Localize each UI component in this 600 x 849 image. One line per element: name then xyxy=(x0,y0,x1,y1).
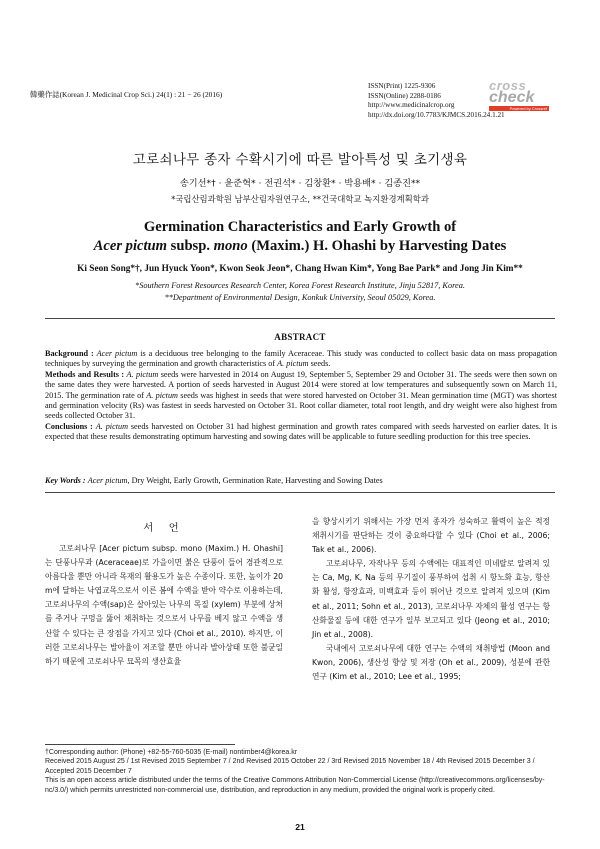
doi-link[interactable]: http://dx.doi.org/10.7783/KJMCS.2016.24.1.21 xyxy=(368,110,505,119)
crossmark-word-cross: cross xyxy=(489,78,527,93)
conclusions-label: Conclusions : xyxy=(45,421,93,431)
footnote-rule xyxy=(45,744,235,745)
abstract-background xyxy=(45,349,557,370)
abstract-bottom-rule xyxy=(45,492,555,493)
english-affiliation-1: *Southern Forest Resources Research Center, Korea Forest Research Institute, Jinju 52817, Korea. xyxy=(135,281,465,290)
english-title-line1: Germination Characteristics and Early Growth of xyxy=(143,219,457,235)
korean-affiliation: *국립산림과학원 남부산림자원연구소, **건국대학교 녹지환경계획학과 xyxy=(171,194,429,204)
species-name: A. pictum xyxy=(277,359,309,369)
title-subsp: subsp. xyxy=(167,238,214,254)
license-text: This is an open access article distributed under the terms of the Creative Commons Attribution Non-Commercial License (http://creativecommons.org/licenses/by-nc/3.0/) which permits unrestricted non-commercial use, distribution, and reproduction in any medium, provided the original work is properly cited. xyxy=(45,777,545,794)
body-column-right xyxy=(312,515,550,684)
intro-paragraph-1-cont: 을 향상시키기 위해서는 가장 먼저 종자가 성숙하고 활력이 높은 적정 채취시기를 판단하는 것이 중요하다할 수 있다 (Choi et al., 2006; Tak et al., 2006). xyxy=(312,517,550,555)
page-number: 21 xyxy=(295,822,305,832)
keywords-label: Key Words : xyxy=(45,476,86,485)
abstract-body xyxy=(45,349,557,443)
title-rest: (Maxim.) H. Ohashi by Harvesting Dates xyxy=(247,238,507,254)
footnote-block xyxy=(45,748,557,795)
section-title-introduction: 서 언 xyxy=(143,522,185,534)
keywords xyxy=(45,476,557,485)
species-name: A. pictum xyxy=(95,421,128,431)
intro-paragraph-2: 고로쇠나무, 자작나무 등의 수액에는 대표적인 미네랄로 알려져 있는 Ca, Mg, K, Na 등의 무기질이 풍부하여 섭취 시 항노화 효능, 항산화 활성, 항장효과, 미백효과 등이 뛰어난 것으로 알려져 있으며 (Kim et al., 2011; Sohn et al., 2013), 고로쇠나무 자체의 활성 연구는 항산화물질 등에 대한 연구가 일부 보고되고 있다 (Jeong et al., 2010; Jin et al., 2008). xyxy=(312,559,550,639)
english-title-line2 xyxy=(0,238,600,255)
species-name: A. pictum xyxy=(146,390,178,400)
keywords-text: , Dry Weight, Early Growth, Germination Rate, Harvesting and Sowing Dates xyxy=(127,476,383,485)
background-text: is a deciduous tree belonging to the family Aceraceae. This study was conducted to collect basic data on mass propagation techniques by surveying the germination and growth characteristics of xyxy=(45,349,558,369)
body-column-left xyxy=(45,542,283,669)
species-name: A. pictum xyxy=(126,369,159,379)
intro-paragraph-3: 국내에서 고로쇠나무에 대한 연구는 수액의 채취방법 (Moon and Kwon, 2006), 생산성 향상 및 저장 (Oh et al., 2009), 성분에 관한 연구 (Kim et al., 2010; Lee et al., 1995; xyxy=(312,643,550,682)
species-name: Acer pictum xyxy=(96,349,138,358)
background-end: seeds. xyxy=(308,359,331,369)
title-species: Acer pictum xyxy=(93,238,167,254)
issn-online: ISSN(Online) 2288-0186 xyxy=(368,91,441,100)
korean-title: 고로쇠나무 종자 수확시기에 따른 발아특성 및 초기생육 xyxy=(132,152,468,168)
conclusions-text: seeds harvested on October 31 had highest germination and growth rates compared with seeds harvested on earlier dates. It is expected that these results demonstrating optimum harvesting and sowing dates will be applicable to future seedling production for this tree species. xyxy=(45,421,558,442)
journal-url[interactable]: http://www.medicinalcrop.org xyxy=(368,101,455,110)
crossmark-bar: Powered by Crossref xyxy=(489,106,549,111)
journal-citation: 韓藥作誌(Korean J. Medicinal Crop Sci.) 24(1) : 21 − 26 (2016) xyxy=(30,90,223,99)
abstract-methods xyxy=(45,370,557,422)
english-affiliation-2: **Department of Environmental Design, Konkuk University, Seoul 05029, Korea. xyxy=(164,293,436,302)
english-authors: Ki Seon Song*†, Jun Hyuck Yoon*, Kwon Seok Jeon*, Chang Hwan Kim*, Yong Bae Park* and Jong Jin Kim** xyxy=(77,264,523,274)
keyword-species: Acer pictum xyxy=(87,476,128,485)
korean-authors: 송기선*† · 윤준혁* · 전권석* · 김창환* · 박용배* · 김종진** xyxy=(179,178,421,189)
methods-text: seeds were harvested in 2014 on August 19, September 5, September 29 and October 31. The seeds were then sown on the same dates they were harvested. A portion of seeds harvested in August 2014 were stored at low temperatures and subsequently sown on March 11, 2015. The germination rate of xyxy=(45,369,557,400)
abstract-top-rule xyxy=(45,318,555,319)
intro-paragraph-1: 고로쇠나무 [Acer pictum subsp. mono (Maxim.) H. Ohashi]는 단풍나무과 (Aceraceae)로 가을이면 붉은 단풍이 들어 경관적으로 아름다울 뿐만 아니라 목재의 활용도가 높은 수종이다. 또한, 높이가 20 m에 달하는 낙엽교목으로서 이른 봄에 수액을 받아 약수로 이용하는데, 고로쇠나무의 수액(sap)은 살아있는 나무의 목질 (xylem) 부분에 상처를 주거나 구멍을 뚫어 채취하는 것으로서 나무를 베지 않고 수액을 생산할 수 있다는 큰 장점을 가지고 있다 (Choi et al., 2010). 하지만, 이러한 고로쇠나무는 발아율이 저조할 뿐만 아니라 발아상태 또한 불균일하기 때문에 고로쇠나무 묘목의 생산효율 xyxy=(45,544,283,666)
title-subspecies: mono xyxy=(213,238,248,254)
methods-text-2: seeds was highest in seeds that were stored harvested on October 31. Mean germination time (MGT) was shortest and germination velocity (Rs) was fastest in seeds harvested on October 31. Root collar diameter, total root length, and dry weight were also highest from seeds collected October 31. xyxy=(45,390,558,421)
abstract-heading: ABSTRACT xyxy=(274,332,326,342)
received-dates: Received 2015 August 25 / 1st Revised 2015 September 7 / 2nd Revised 2015 October 22 / 3rd Revised 2015 November 18 / 4th Revised 2015 December 3 / Accepted 2015 December 7 xyxy=(45,758,535,775)
methods-label: Methods and Results : xyxy=(45,369,125,379)
crossmark-logo[interactable] xyxy=(489,80,553,114)
background-label: Background : xyxy=(45,349,94,358)
crossmark-word-check: check xyxy=(489,89,535,106)
abstract-conclusions xyxy=(45,422,557,443)
issn-print: ISSN(Print) 1225-9306 xyxy=(368,82,436,90)
corresponding-author: †Corresponding author: (Phone) +82-55-760-5035 (E-mail) nontimber4@korea.kr xyxy=(45,749,298,756)
